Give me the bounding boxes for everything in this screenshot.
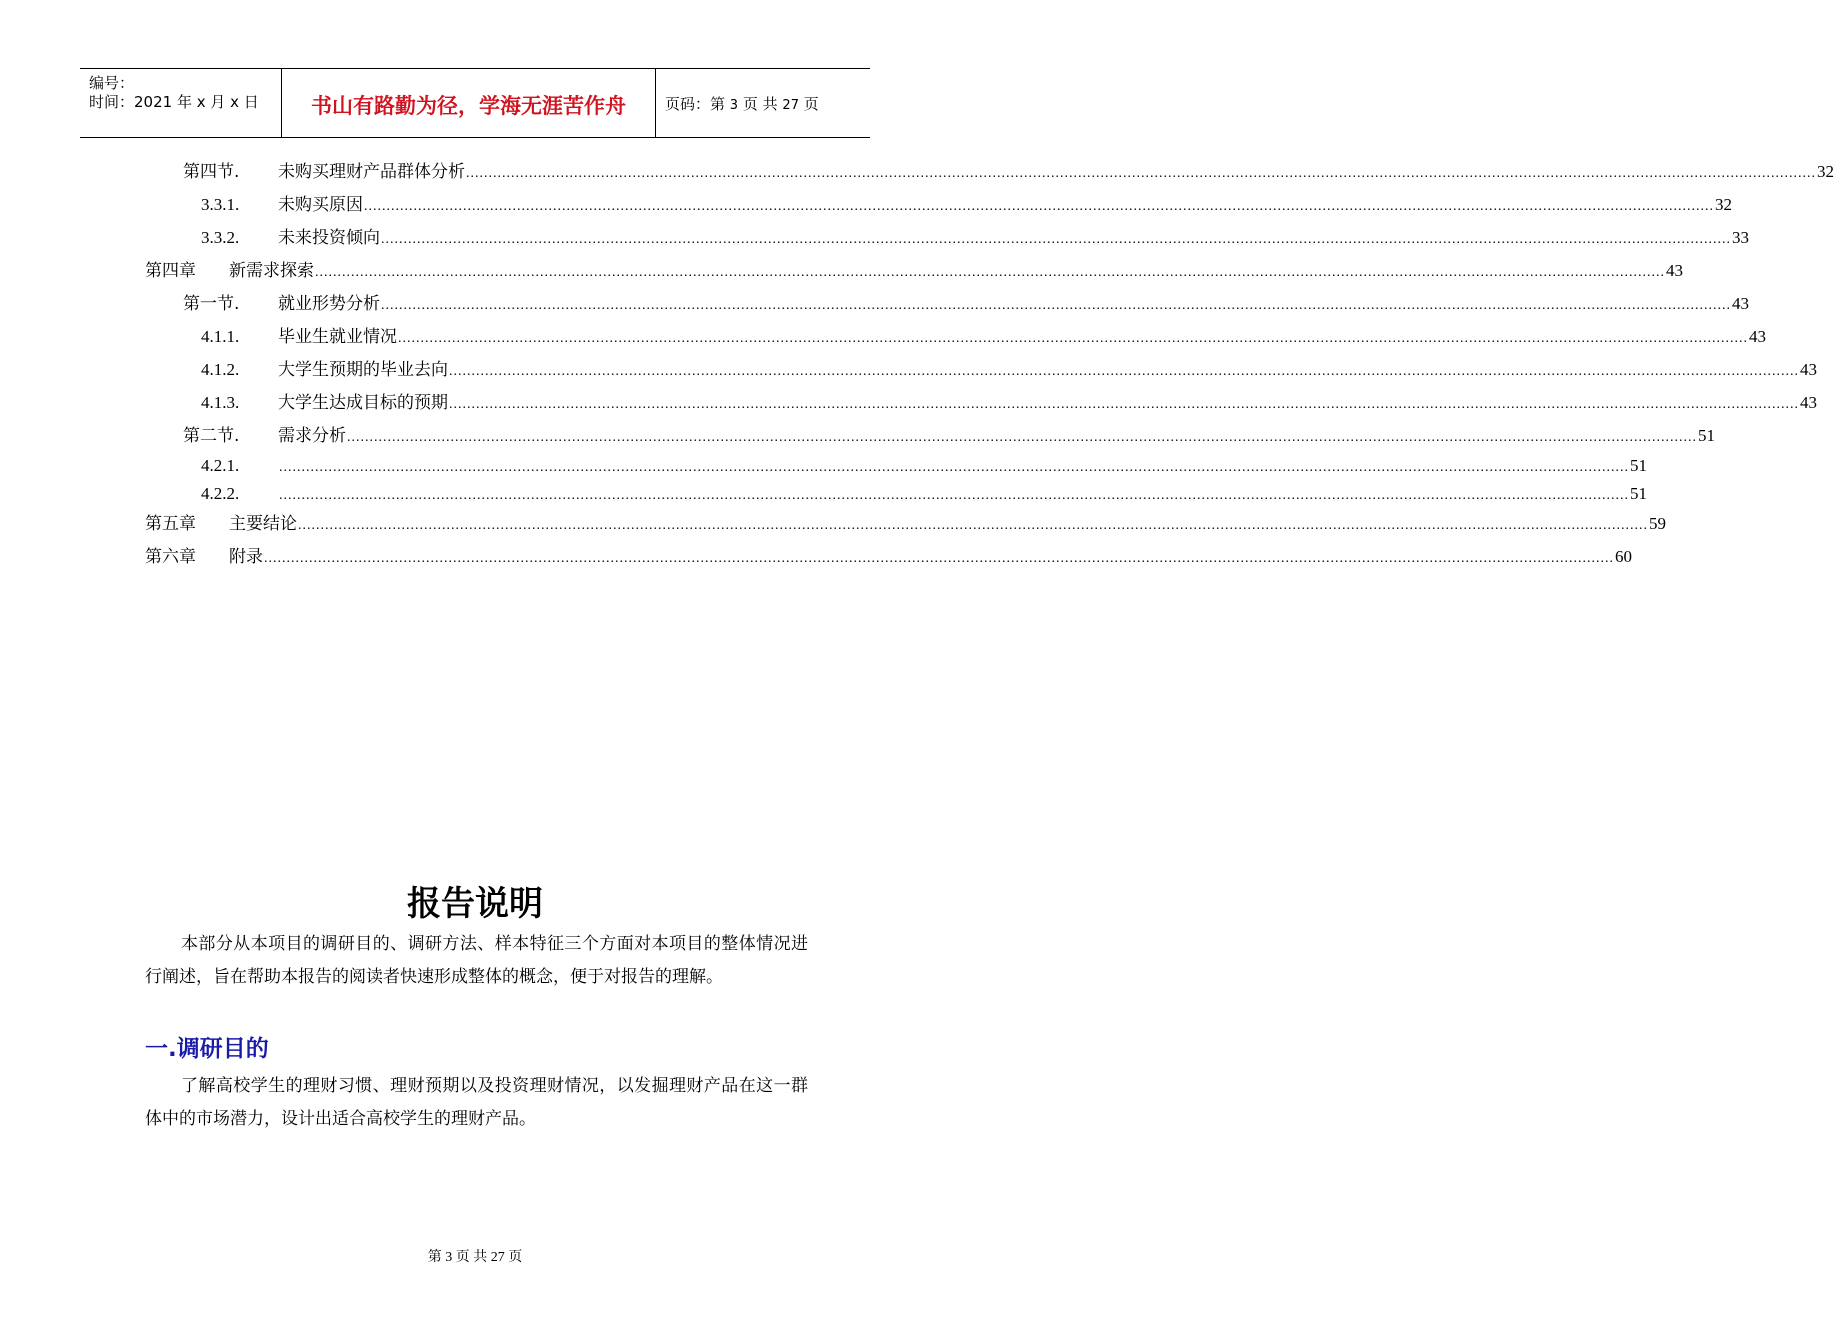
toc-entry[interactable]: [201, 224, 1749, 252]
toc-entry-title: 需求分析: [278, 426, 346, 446]
toc-entry-number: 4.1.3.: [201, 393, 240, 412]
toc-entry-page: 32: [1817, 162, 1834, 181]
toc-entry-number: 第六章: [145, 547, 196, 567]
toc-entry[interactable]: [201, 480, 1647, 508]
toc-leader-dots: ............................................................................................................................................................................................................................................................................................................: [381, 298, 1731, 313]
toc-entry[interactable]: [183, 158, 1834, 186]
page-footer: 第 3 页 共 27 页: [427, 1250, 523, 1265]
doc-date-label: 时间：2021 年 x 月 x 日: [89, 93, 259, 111]
toc-entry-title: 未购买原因: [278, 195, 363, 215]
toc-entry-page: 51: [1698, 426, 1715, 445]
toc-entry-title: 附录: [229, 547, 263, 567]
header-page-cell: [656, 69, 870, 137]
toc-entry-number: 3.3.1.: [201, 195, 240, 214]
toc-leader-dots: ............................................................................................................................................................................................................................................................................................................: [466, 166, 1816, 181]
toc-entry-page: 43: [1749, 327, 1766, 346]
page-header: [80, 68, 870, 138]
toc-entry-page: 60: [1615, 547, 1632, 566]
toc-leader-dots: ............................................................................................................................................................................................................................................................................................................: [264, 551, 1614, 566]
toc-entry-page: 43: [1732, 294, 1749, 313]
toc-leader-dots: ............................................................................................................................................................................................................................................................................................................: [449, 397, 1799, 412]
toc-entry-number: 第四章: [145, 261, 196, 281]
page-suffix: 页: [803, 95, 819, 113]
page-label: 页码：第: [665, 95, 726, 113]
toc-entry[interactable]: [145, 257, 1683, 285]
toc-entry[interactable]: [145, 543, 1632, 571]
header-page-number: [665, 93, 819, 114]
toc-leader-dots: ............................................................................................................................................................................................................................................................................................................: [347, 430, 1697, 445]
toc-leader-dots: ............................................................................................................................................................................................................................................................................................................: [449, 364, 1799, 379]
toc-entry[interactable]: [201, 389, 1817, 417]
toc-entry-page: 59: [1649, 514, 1666, 533]
toc-entry-page: 43: [1666, 261, 1683, 280]
toc-leader-dots: ............................................................................................................................................................................................................................................................................................................: [279, 488, 1629, 503]
toc-entry-number: 第五章: [145, 514, 196, 534]
toc-entry-page: 33: [1732, 228, 1749, 247]
toc-entry-number: 4.1.1.: [201, 327, 240, 346]
header-motto-cell: [281, 69, 656, 137]
toc-entry[interactable]: [145, 510, 1666, 538]
toc-entry[interactable]: [183, 290, 1749, 318]
toc-entry-number: 4.2.2.: [201, 484, 240, 503]
toc-entry-number: 3.3.2.: [201, 228, 240, 247]
toc-entry-number: 4.1.2.: [201, 360, 240, 379]
toc-leader-dots: ............................................................................................................................................................................................................................................................................................................: [279, 460, 1629, 475]
report-title: 报告说明: [407, 884, 543, 924]
toc-entry-number: 第二节.: [183, 426, 240, 446]
toc-entry[interactable]: [201, 323, 1766, 351]
toc-entry-page: 51: [1630, 456, 1647, 475]
toc-entry-page: 32: [1715, 195, 1732, 214]
header-motto: 书山有路勤为径，学海无涯苦作舟: [311, 94, 626, 118]
toc-leader-dots: ............................................................................................................................................................................................................................................................................................................: [381, 232, 1731, 247]
toc-entry[interactable]: [201, 452, 1647, 480]
page-current: 3: [729, 98, 739, 113]
toc-entry-title: 新需求探索: [229, 261, 314, 281]
toc-leader-dots: ............................................................................................................................................................................................................................................................................................................: [315, 265, 1665, 280]
section-heading: 一.调研目的: [145, 1036, 269, 1062]
toc-entry[interactable]: [201, 191, 1732, 219]
toc-entry[interactable]: [183, 422, 1715, 450]
page-mid: 页 共: [742, 95, 778, 113]
toc-entry-title: 就业形势分析: [278, 294, 380, 314]
page-total: 27: [782, 98, 799, 113]
toc-entry-title: 毕业生就业情况: [278, 327, 397, 347]
doc-code-label: 编号：: [89, 74, 135, 92]
toc-entry-page: 43: [1800, 360, 1817, 379]
toc-entry-number: 第四节.: [183, 162, 240, 182]
toc-leader-dots: ............................................................................................................................................................................................................................................................................................................: [398, 331, 1748, 346]
section-body-paragraph: 了解高校学生的理财习惯、理财预期以及投资理财情况，以发掘理财产品在这一群体中的市场潜力，设计出适合高校学生的理财产品。: [145, 1076, 808, 1129]
toc-entry-number: 4.2.1.: [201, 456, 240, 475]
toc-entry-page: 51: [1630, 484, 1647, 503]
toc-entry[interactable]: [201, 356, 1817, 384]
toc-leader-dots: ............................................................................................................................................................................................................................................................................................................: [364, 199, 1714, 214]
toc-entry-title: 大学生预期的毕业去向: [278, 360, 448, 380]
toc-entry-title: 未购买理财产品群体分析: [278, 162, 465, 182]
toc-entry-title: 未来投资倾向: [278, 228, 380, 248]
toc-entry-title: 大学生达成目标的预期: [278, 393, 448, 413]
toc-entry-number: 第一节.: [183, 294, 240, 314]
toc-entry-page: 43: [1800, 393, 1817, 412]
report-intro-paragraph: 本部分从本项目的调研目的、调研方法、样本特征三个方面对本项目的整体情况进行阐述，旨在帮助本报告的阅读者快速形成整体的概念，便于对报告的理解。: [145, 934, 808, 987]
toc-leader-dots: ............................................................................................................................................................................................................................................................................................................: [298, 518, 1648, 533]
header-meta-cell: [80, 69, 281, 137]
toc-entry-title: 主要结论: [229, 514, 297, 534]
